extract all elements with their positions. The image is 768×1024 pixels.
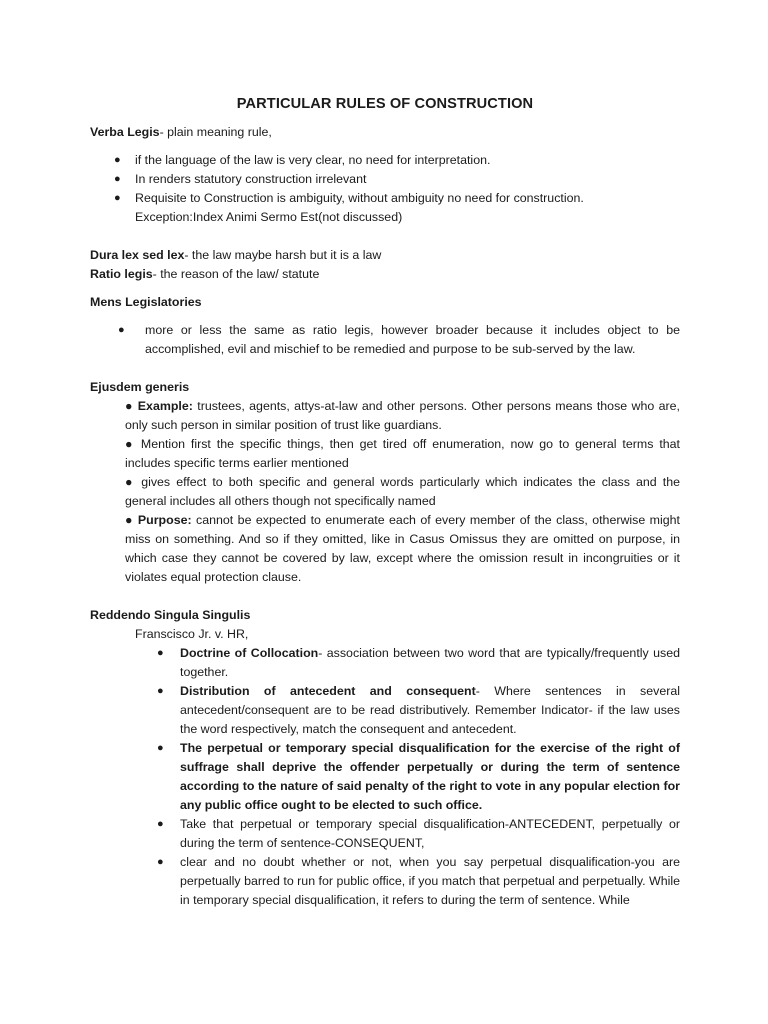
- list-item: ● Example: trustees, agents, attys-at-law and other persons. Other persons means those who are, only such person in similar position of trust like guardians.: [125, 399, 680, 432]
- list-item: ● if the language of the law is very clear, no need for interpretation.: [90, 151, 680, 170]
- list-item: ● gives effect to both specific and general words particularly which indicates the class and the general includes all others though not specifically named: [125, 475, 680, 508]
- list-item: ● clear and no doubt whether or not, when you say perpetual disqualification-you are perpetually barred to run for public office, if you match that perpetual and perpetually. While in temporary special disqualification, it refers to during the term of sentence. While: [157, 855, 680, 907]
- case-citation: Franscisco Jr. v. HR,: [135, 627, 249, 641]
- list-item: ● more or less the same as ratio legis, however broader because it includes object to be accomplished, evil and mischief to be remedied and purpose to be sub-served by the law.: [118, 323, 680, 356]
- verba-legis-list: [90, 151, 680, 227]
- bullet-icon: ●: [125, 399, 138, 413]
- list-item: ● In renders statutory construction irrelevant: [90, 170, 680, 189]
- bullet-icon: ●: [125, 437, 141, 451]
- verba-legis-heading: Verba Legis- plain meaning rule,: [90, 125, 272, 139]
- bullet-icon: ●: [157, 685, 164, 697]
- bullet-icon: ●: [125, 475, 142, 489]
- bullet-icon: ●: [114, 173, 121, 185]
- reddendo-list: [90, 644, 680, 910]
- mens-list: [90, 321, 680, 359]
- ratio-legis-line: Ratio legis- the reason of the law/ statute: [90, 267, 320, 281]
- bullet-icon: ●: [157, 647, 164, 659]
- list-item: ● Take that perpetual or temporary special disqualification-ANTECEDENT, perpetually or during the term of sentence-CONSEQUENT,: [157, 817, 680, 850]
- ejusdem-list: [90, 397, 680, 587]
- list-item: ● Distribution of antecedent and consequent- Where sentences in several antecedent/consequent are to be read distributively. Remember Indicator- if the law uses the word respectively, match the consequent and antecedent.: [157, 684, 680, 736]
- list-item: ● Requisite to Construction is ambiguity, without ambiguity no need for construction. Exception:Index Animi Sermo Est(not discussed): [114, 191, 584, 224]
- bullet-icon: ●: [118, 324, 125, 336]
- list-item: ● Mention first the specific things, then get tired off enumeration, now go to general terms that includes specific terms earlier mentioned: [125, 437, 680, 470]
- bullet-icon: ●: [157, 856, 164, 868]
- dura-lex-line: Dura lex sed lex- the law maybe harsh but it is a law: [90, 248, 382, 262]
- list-item: ● Purpose: cannot be expected to enumerate each of every member of the class, otherwise might miss on something. And so if they omitted, like in Casus Omissus they are omitted on purpose, in which case they cannot be covered by law, except where the omission result in incongruities or it violates equal protection clause.: [125, 513, 680, 584]
- list-item: ● Doctrine of Collocation- association between two word that are typically/frequently used together.: [157, 646, 680, 679]
- exception-note: Exception:Index Animi Sermo Est(not discussed): [135, 210, 403, 224]
- mens-legislatories-heading: Mens Legislatories: [90, 295, 202, 309]
- ejusdem-generis-heading: Ejusdem generis: [90, 380, 190, 394]
- bullet-icon: ●: [114, 192, 121, 204]
- bullet-icon: ●: [157, 742, 164, 754]
- bullet-icon: ●: [125, 513, 138, 527]
- list-item: ● The perpetual or temporary special disqualification for the exercise of the right of suffrage shall deprive the offender perpetually or during the term of sentence according to the nature of said penalty of the right to vote in any popular election for any public office ought to be elected to such office.: [157, 741, 680, 812]
- bullet-icon: ●: [114, 154, 121, 166]
- page-title: PARTICULAR RULES OF CONSTRUCTION: [236, 96, 534, 112]
- reddendo-heading: Reddendo Singula Singulis: [90, 608, 251, 622]
- bullet-icon: ●: [157, 818, 164, 830]
